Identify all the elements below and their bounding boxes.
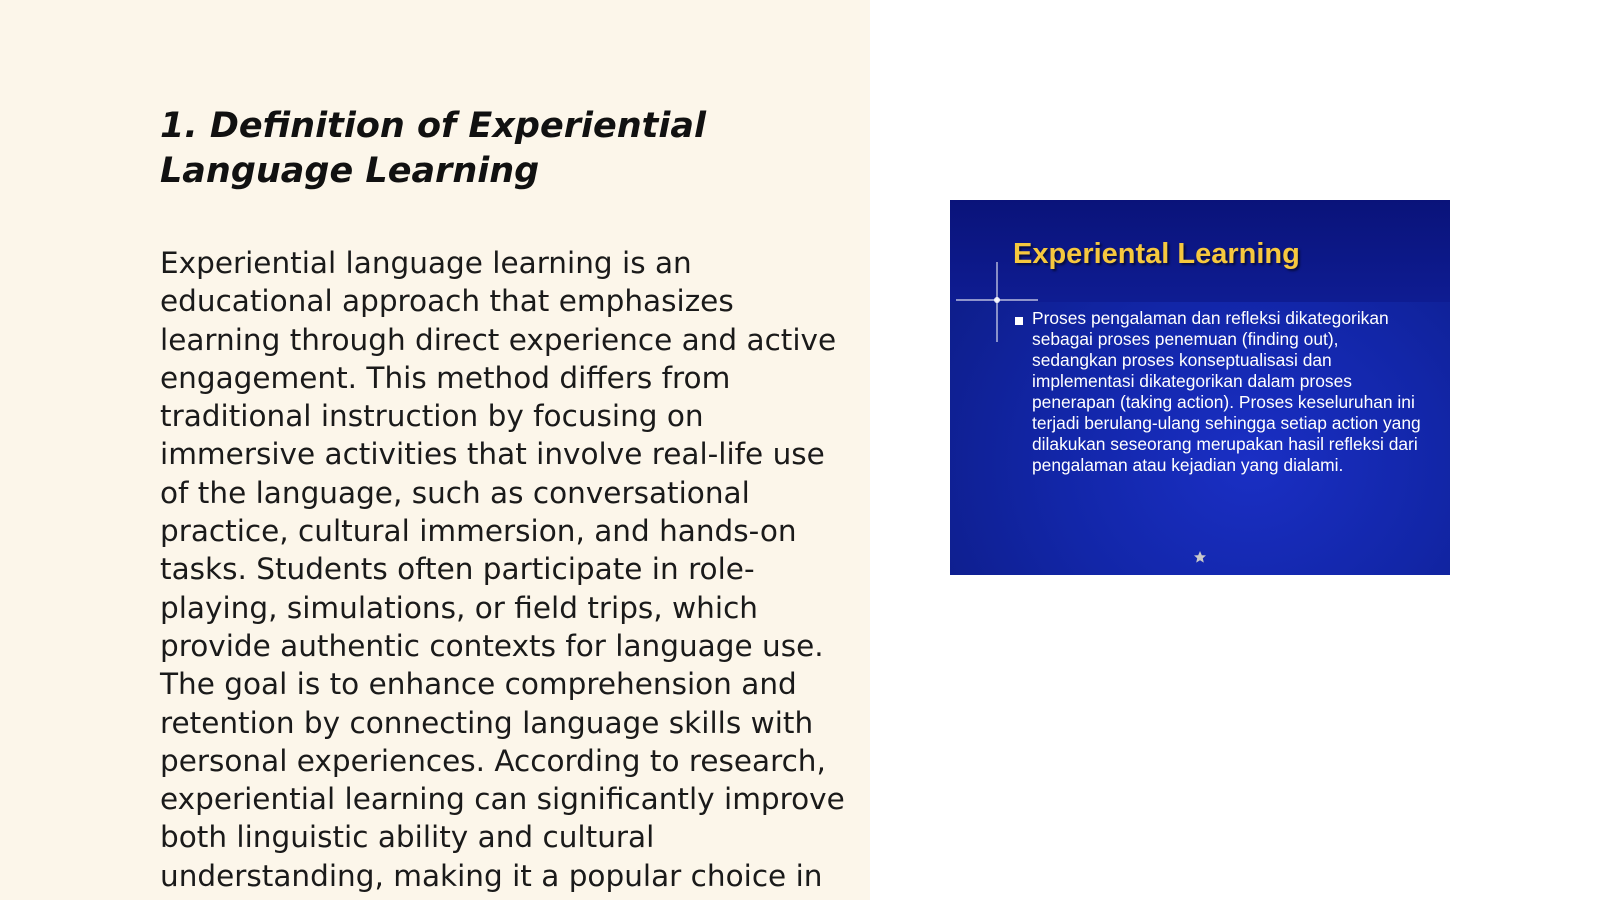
section-body: Experiential language learning is an educational approach that emphasizes learning through direct experience and active engagement. This method differs from traditional instruction by focusing on immersive activities that involve real-life use of the language, such as conversational practice, cultural immersion, and hands-on tasks. Students often participate in role-playing, simulations, or field trips, which provide authentic contexts for language use. The goal is to enhance comprehension and retention by connecting language skills with personal experiences. According to research, experiential learning can significantly improve both linguistic ability and cultural understanding, making it a popular choice in <box>160 246 845 893</box>
experiential-learning-slide-image <box>950 200 1450 575</box>
section-title: 1. Definition of Experiential Language Learning <box>160 106 706 191</box>
slide-title: Experiental Learning <box>1013 238 1300 270</box>
star-icon <box>1193 550 1207 564</box>
square-bullet-icon <box>1015 317 1023 325</box>
slide-bullet-text: Proses pengalaman dan refleksi dikategorikan sebagai proses penemuan (finding out), sedangkan proses konseptualisasi dan implementasi dikategorikan dalam proses penerapan (taking action). Proses keseluruhan ini terjadi berulang-ulang sehingga setiap action yang dilakukan seseorang merupakan hasil refleksi dari pengalaman atau kejadian yang dialami. <box>1032 308 1421 475</box>
sparkle-icon <box>956 262 1038 342</box>
